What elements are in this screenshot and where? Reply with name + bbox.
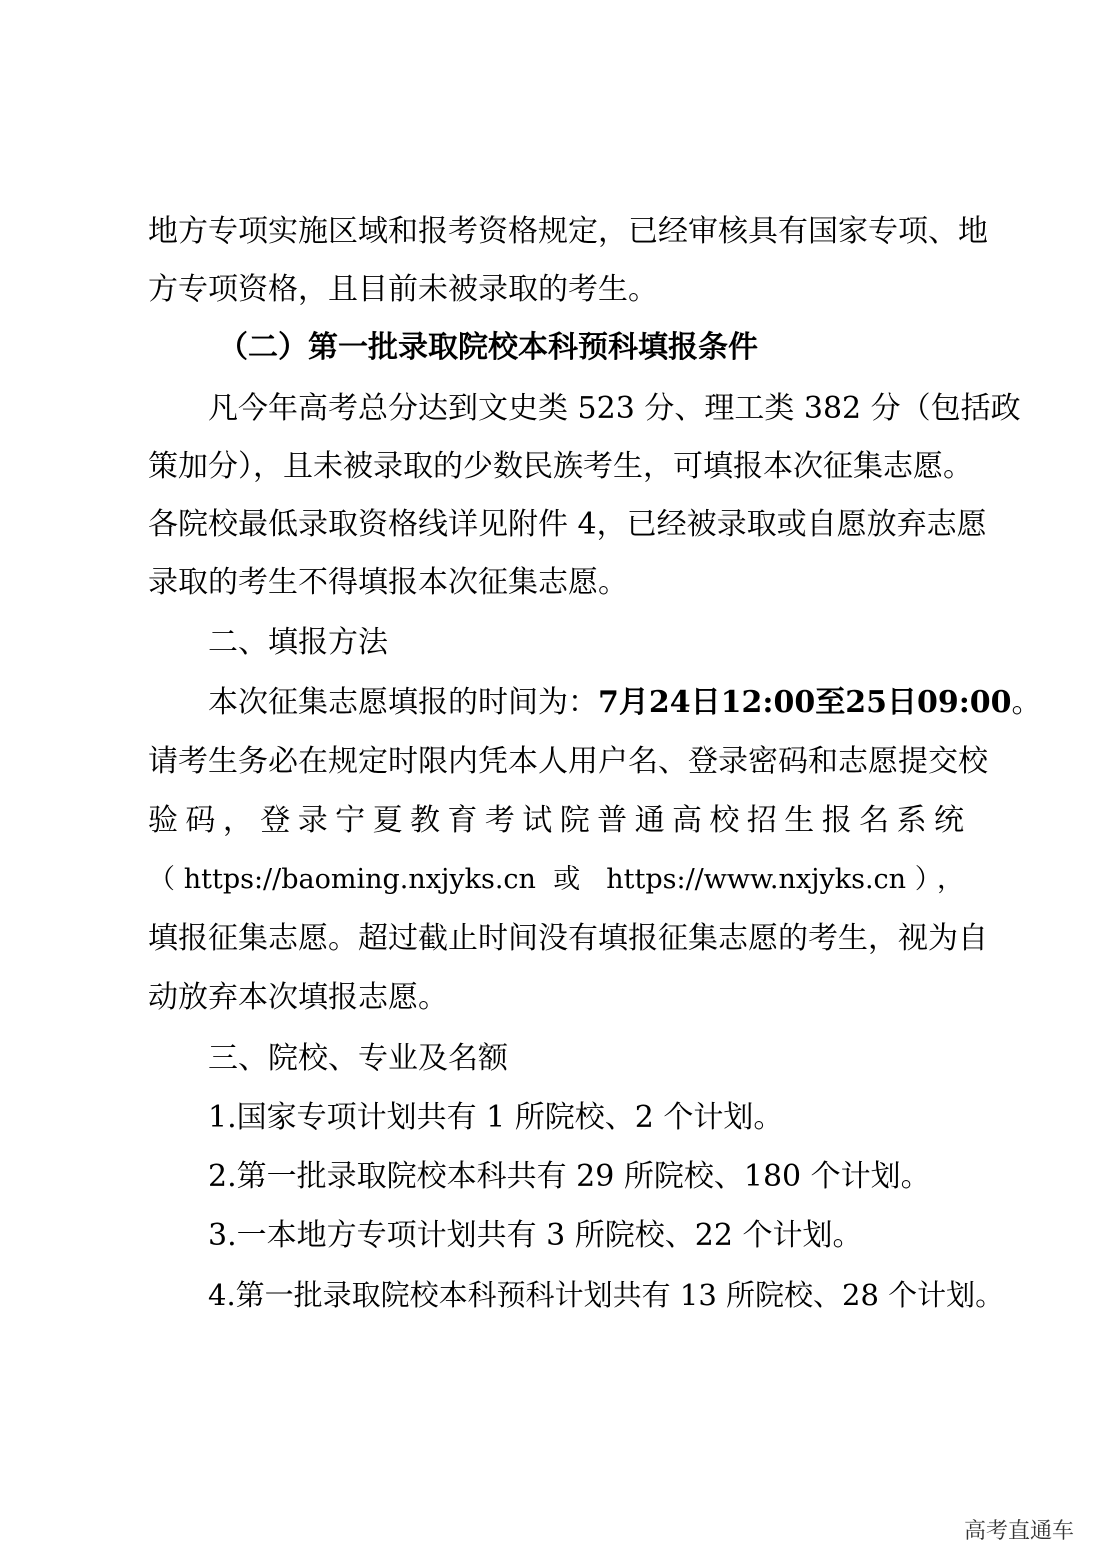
section-heading: 三、院校、专业及名额 (208, 1041, 508, 1076)
period-mark: 。 (1011, 685, 1042, 720)
list-item: 4.第一批录取院校本科预科计划共有 13 所院校、28 个计划。 (208, 1278, 1005, 1312)
paragraph-line: 验码，登录宁夏教育考试院普通高校招生报名系统 (148, 803, 964, 838)
sub-heading: （二）第一批录取院校本科预科填报条件 (218, 330, 758, 365)
paragraph-line: 凡今年高考总分达到文史类 523 分、理工类 382 分（包括政 (208, 391, 1021, 426)
paragraph-line: 请考生务必在规定时限内凭本人用户名、登录密码和志愿提交校 (148, 744, 988, 779)
section-heading: 二、填报方法 (208, 625, 388, 660)
paragraph-line: 策加分），且未被录取的少数民族考生，可填报本次征集志愿。 (148, 449, 973, 484)
paragraph-line: 地方专项实施区域和报考资格规定，已经审核具有国家专项、地 (148, 214, 988, 249)
watermark: 高考直通车 (963, 1519, 1074, 1544)
paragraph-line: 填报征集志愿。超过截止时间没有填报征集志愿的考生，视为自 (148, 921, 988, 956)
time-label: 本次征集志愿填报的时间为： (208, 685, 598, 720)
paragraph-line: 动放弃本次填报志愿。 (148, 980, 448, 1015)
deadline-text: 7月24日12:00至25日09:00 (598, 685, 1012, 720)
paragraph-line: 方专项资格，且目前未被录取的考生。 (148, 272, 658, 307)
system-urls: （https://baoming.nxjyks.cn 或 https://www.nxjyks.cn）， (148, 864, 964, 895)
paragraph-line: 录取的考生不得填报本次征集志愿。 (148, 565, 628, 600)
paragraph-line: 各院校最低录取资格线详见附件 4，已经被录取或自愿放弃志愿 (148, 507, 987, 542)
list-item: 1.国家专项计划共有 1 所院校、2 个计划。 (208, 1100, 784, 1135)
list-item: 3.一本地方专项计划共有 3 所院校、22 个计划。 (208, 1218, 863, 1253)
paragraph-line (208, 683, 1042, 723)
list-item: 2.第一批录取院校本科共有 29 所院校、180 个计划。 (208, 1159, 931, 1194)
